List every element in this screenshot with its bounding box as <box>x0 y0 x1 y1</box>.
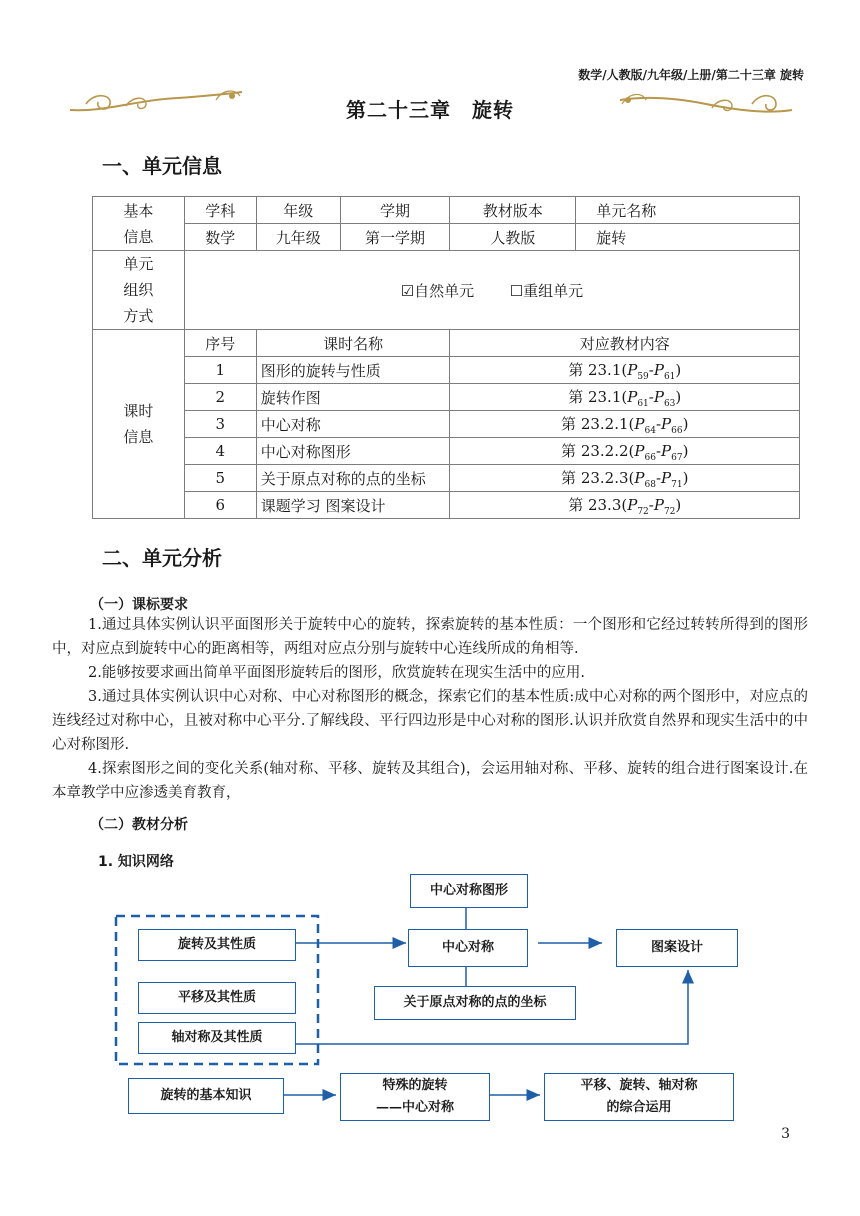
box-line: 的综合运用 <box>606 1100 672 1115</box>
box-translation-properties: 平移及其性质 <box>138 982 296 1014</box>
page-from: 59 <box>637 371 649 382</box>
page-from: 66 <box>644 452 656 463</box>
lesson-ref: 第 $23.2.3(P_{68}-P_{71})$ <box>450 465 800 492</box>
paragraph: 2.能够按要求画出简单平面图形旋转后的图形，欣赏旋转在现实生活中的应用. <box>88 665 585 681</box>
table-cell: 第一学期 <box>340 224 450 251</box>
table-cell: 学期 <box>340 197 450 224</box>
page-to: 63 <box>663 398 676 409</box>
lesson-name: 中心对称图形 <box>256 438 450 465</box>
lesson-no: 4 <box>184 438 256 465</box>
page-from: 68 <box>644 479 656 490</box>
box-axial-symmetry-properties: 轴对称及其性质 <box>138 1022 296 1054</box>
breadcrumb: 数学/人教版/九年级/上册/第二十三章 旋转 <box>578 68 804 82</box>
box-central-symmetry: 中心对称 <box>408 929 528 967</box>
table-cell: 学科 <box>184 197 256 224</box>
natural-unit-checkbox[interactable]: ☑自然单元 <box>400 281 475 300</box>
label-line: 方式 <box>123 307 154 325</box>
lesson-ref: 第 $23.2.1(P_{64}-P_{66})$ <box>450 411 800 438</box>
table-cell: 教材版本 <box>450 197 576 224</box>
section-heading-unit-info: 一、单元信息 <box>102 154 222 178</box>
lesson-name: 图形的旋转与性质 <box>256 357 450 384</box>
lesson-ref: 第 $23.1(P_{59}-P_{61})$ <box>450 357 800 384</box>
ref-text: 第 23.1( <box>568 360 628 379</box>
ref-text: 第 23.2.2( <box>561 441 635 460</box>
regroup-unit-checkbox[interactable]: ☐重组单元 <box>509 281 584 300</box>
lesson-no: 2 <box>184 384 256 411</box>
chapter-title: 第二十三章 旋转 <box>346 98 514 122</box>
lesson-no: 1 <box>184 357 256 384</box>
paragraph: 4.探索图形之间的变化关系(轴对称、平移、旋转及其组合)，会运用轴对称、平移、旋转的组合进行图案设计.在本章教学中应渗透美育教育， <box>52 761 808 801</box>
box-special-rotation <box>340 1073 490 1121</box>
table-header: 对应教材内容 <box>450 330 800 357</box>
section-heading-unit-analysis: 二、单元分析 <box>102 546 222 570</box>
table-header: 课时名称 <box>256 330 450 357</box>
page-to: 61 <box>663 371 676 382</box>
lesson-no: 6 <box>184 492 256 519</box>
page-number: 3 <box>781 1126 790 1142</box>
label-line: 组织 <box>123 281 154 299</box>
subheading-knowledge-network: 1. 知识网络 <box>98 854 174 870</box>
page-to: 66 <box>671 425 683 436</box>
box-line: ——中心对称 <box>375 1100 454 1115</box>
box-line: 平移、旋转、轴对称 <box>580 1078 698 1093</box>
page-to: 71 <box>671 479 683 490</box>
lesson-no: 3 <box>184 411 256 438</box>
table-cell: 数学 <box>184 224 256 251</box>
subheading-curriculum: （一）课标要求 <box>90 597 188 613</box>
lesson-no: 5 <box>184 465 256 492</box>
lesson-name: 旋转作图 <box>256 384 450 411</box>
lesson-name: 课题学习 图案设计 <box>256 492 450 519</box>
page-from: 64 <box>644 425 656 436</box>
label-line: 信息 <box>123 428 154 446</box>
page-to: 72 <box>663 506 676 517</box>
lesson-name: 中心对称 <box>256 411 450 438</box>
ref-text: 第 23.2.1( <box>561 414 635 433</box>
box-rotation-properties: 旋转及其性质 <box>138 929 296 961</box>
paragraph: 3.通过具体实例认识中心对称、中心对称图形的概念，探索它们的基本性质:成中心对称的两个图形中，对应点的连线经过对称中心，且被对称中心平分.了解线段、平行四边形是中心对称的图形.认识并欣赏自然界和现实生活中的中心对称图形. <box>52 689 808 753</box>
box-central-symmetric-figure: 中心对称图形 <box>410 874 528 908</box>
table-cell: 人教版 <box>450 224 576 251</box>
page-to: 67 <box>671 452 683 463</box>
label-line: 单元 <box>123 255 154 273</box>
box-line: 特殊的旋转 <box>382 1078 448 1093</box>
ref-text: 第 23.2.3( <box>561 468 635 487</box>
box-origin-coordinates: 关于原点对称的点的坐标 <box>374 986 576 1020</box>
box-rotation-basics: 旋转的基本知识 <box>128 1078 284 1114</box>
lesson-ref: 第 $23.3(P_{72}-P_{72})$ <box>450 492 800 519</box>
subheading-textbook: （二）教材分析 <box>90 817 188 833</box>
table-cell: 年级 <box>256 197 340 224</box>
page-from: 72 <box>637 506 649 517</box>
box-pattern-design: 图案设计 <box>616 929 738 967</box>
label-line: 信息 <box>123 227 154 246</box>
lesson-ref: 第 $23.2.2(P_{66}-P_{67})$ <box>450 438 800 465</box>
ref-text: 第 23.3( <box>568 495 628 514</box>
box-comprehensive-use <box>544 1073 734 1121</box>
label-line: 基本 <box>123 201 154 220</box>
label-line: 课时 <box>123 402 154 420</box>
page-from: 61 <box>637 398 649 409</box>
paragraph: 1.通过具体实例认识平面图形关于旋转中心的旋转，探索旋转的基本性质：一个图形和它经过转转所得到的图形中，对应点到旋转中心的距离相等，两组对应点分别与旋转中心连线所成的角相等. <box>52 617 808 657</box>
table-cell: 旋转 <box>576 224 800 251</box>
lesson-ref: 第 $23.1(P_{61}-P_{63})$ <box>450 384 800 411</box>
ref-text: 第 23.1( <box>568 387 628 406</box>
table-cell: 九年级 <box>256 224 340 251</box>
table-cell: 单元名称 <box>576 197 800 224</box>
table-header: 序号 <box>184 330 256 357</box>
lesson-name: 关于原点对称的点的坐标 <box>256 465 450 492</box>
